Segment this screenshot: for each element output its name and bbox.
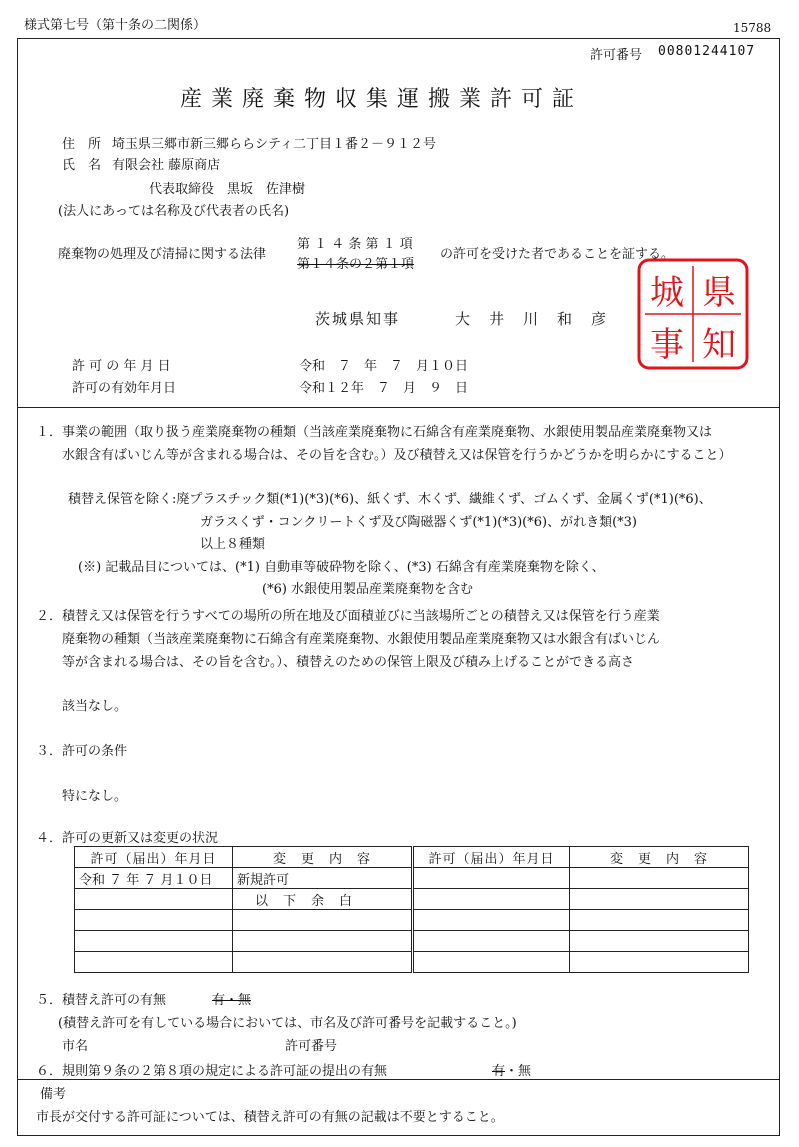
history-cell-change [570,910,749,931]
history-table [74,846,749,973]
law-suffix: の許可を受けた者であることを証する。 [440,247,675,262]
valid-date-label: 許可の有効年月日 [72,381,177,396]
svg-text:県: 県 [702,273,736,313]
remarks-label: 備考 [40,1087,67,1102]
issuer-name: 大 井 川 和 彦 [455,310,609,328]
history-header-change: 変 更 内 容 [570,847,749,868]
company-name: 有限会社 藤原商店 [112,158,221,173]
section6-value [492,1060,531,1079]
history-cell-change [570,931,749,952]
history-cell-change: 以 下 余 白 [233,889,413,910]
address-label: 住 所 [62,137,102,152]
history-header-date: 許可（届出）年月日 [75,847,233,868]
valid-date: 令和１２年 ７ 月 ９ 日 [299,381,469,396]
history-header-change: 変 更 内 容 [233,847,413,868]
svg-text:事: 事 [650,325,684,365]
law-article-struck: 第１４条の２第１項 [297,257,415,272]
section6-no: 無 [518,1064,532,1079]
section1-waste-count: 以上８種類 [200,537,266,552]
section6-yes: 有 [492,1064,506,1079]
section1-note-line2: (*6) 水銀使用製品産業廃棄物を含む [262,582,474,597]
certificate-title: 産業廃棄物収集運搬業許可証 [180,87,584,112]
table-row [75,889,749,910]
history-header-date: 許可（届出）年月日 [413,847,570,868]
remarks-text: 市長が交付する許可証については、積替え許可の有無の記載は不要とすること。 [36,1110,504,1125]
history-cell-date [413,952,570,973]
law-prefix: 廃棄物の処理及び清掃に関する法律 [58,247,267,262]
history-cell-change [233,952,413,973]
section5-permit-label: 許可番号 [285,1039,338,1054]
section2-heading-line2: 廃棄物の種類（当該産業廃棄物に石綿含有産業廃棄物、水銀使用製品産業廃棄物又は水銀含有ばいじん [62,632,661,647]
history-cell-date [413,868,570,889]
section3-value: 特になし。 [62,789,128,804]
section1-waste-line1: 積替え保管を除く:廃プラスチック類(*1)(*3)(*6)、紙くず、木くず、繊維くず、ゴムくず、金属くず(*1)(*6)、 [68,492,712,507]
table-row [75,952,749,973]
history-cell-change [233,910,413,931]
section1-waste-line2: ガラスくず・コンクリートくず及び陶磁器くず(*1)(*3)(*6)、がれき類(*3) [200,515,638,530]
svg-text:城: 城 [650,273,684,313]
address-value: 埼玉県三郷市新三郷ららシティ二丁目１番２－９１２号 [112,137,436,152]
history-cell-date [75,910,233,931]
history-cell-date [413,889,570,910]
name-note: (法人にあっては名称及び代表者の氏名) [58,204,290,219]
history-cell-date [413,931,570,952]
table-row [75,868,749,889]
section6-heading: ６．規則第９条の２第８項の規定による許可証の提出の有無 [36,1064,388,1079]
law-article-active: 第 １ ４ 条 第 １ 項 [297,237,413,252]
table-row [75,910,749,931]
history-cell-date [75,952,233,973]
section1-heading-line1: １．事業の範囲（取り扱う産業廃棄物の種類（当該産業廃棄物に石綿含有産業廃棄物、水銀使用製品産業廃棄物又は [36,425,713,440]
section-divider [17,407,780,408]
section4-heading: ４．許可の更新又は変更の状況 [36,831,219,846]
permit-number: 00801244107 [658,44,756,59]
permit-date: 令和 ７ 年 ７ 月１０日 [299,359,469,374]
section6-separator: ・ [505,1064,519,1079]
document-number: 15788 [733,21,772,35]
remarks-divider [17,1079,780,1080]
history-cell-date [75,889,233,910]
history-cell-date [413,910,570,931]
permit-number-label: 許可番号 [590,48,643,63]
section5-heading: ５．積替え許可の有無 [36,993,167,1008]
permit-date-label: 許 可 の 年 月 日 [72,359,171,374]
history-header-row [75,847,749,868]
section2-heading-line3: 等が含まれる場合は、その旨を含む。）、積替えのための保管上限及び積み上げることができる高さ [62,655,635,670]
history-cell-change [570,889,749,910]
section3-heading: ３．許可の条件 [36,744,128,759]
section5-city-label: 市名 [62,1039,89,1054]
history-cell-date: 令和 ７ 年 ７ 月１０日 [75,868,233,889]
table-row [75,931,749,952]
history-cell-change [570,868,749,889]
history-cell-change [233,931,413,952]
section2-heading-line1: ２．積替え又は保管を行うすべての場所の所在地及び面積並びに当該場所ごとの積替え又は保管を行う産業 [36,609,660,624]
history-cell-change: 新規許可 [233,868,413,889]
section5-note: (積替え許可を有している場合においては、市名及び許可番号を記載すること。) [58,1016,517,1031]
issuer-title: 茨城県知事 [315,310,401,328]
name-label: 氏 名 [62,158,102,173]
form-label: 様式第七号（第十条の二関係） [24,18,207,33]
section2-value: 該当なし。 [62,699,128,714]
governor-seal [637,258,749,370]
section5-value: 有・無 [212,993,252,1008]
representative: 代表取締役 黒坂 佐津樹 [149,182,306,197]
section1-heading-line2: 水銀含有ばいじん等が含まれる場合は、その旨を含む。）及び積替え又は保管を行うかどうかを明らかにすること） [62,448,732,463]
history-cell-date [75,931,233,952]
svg-text:知: 知 [702,325,736,365]
section1-note-line1: (※) 記載品目については、(*1) 自動車等破砕物を除く、(*3) 石綿含有産業廃棄物を除く、 [78,560,605,575]
history-cell-change [570,952,749,973]
